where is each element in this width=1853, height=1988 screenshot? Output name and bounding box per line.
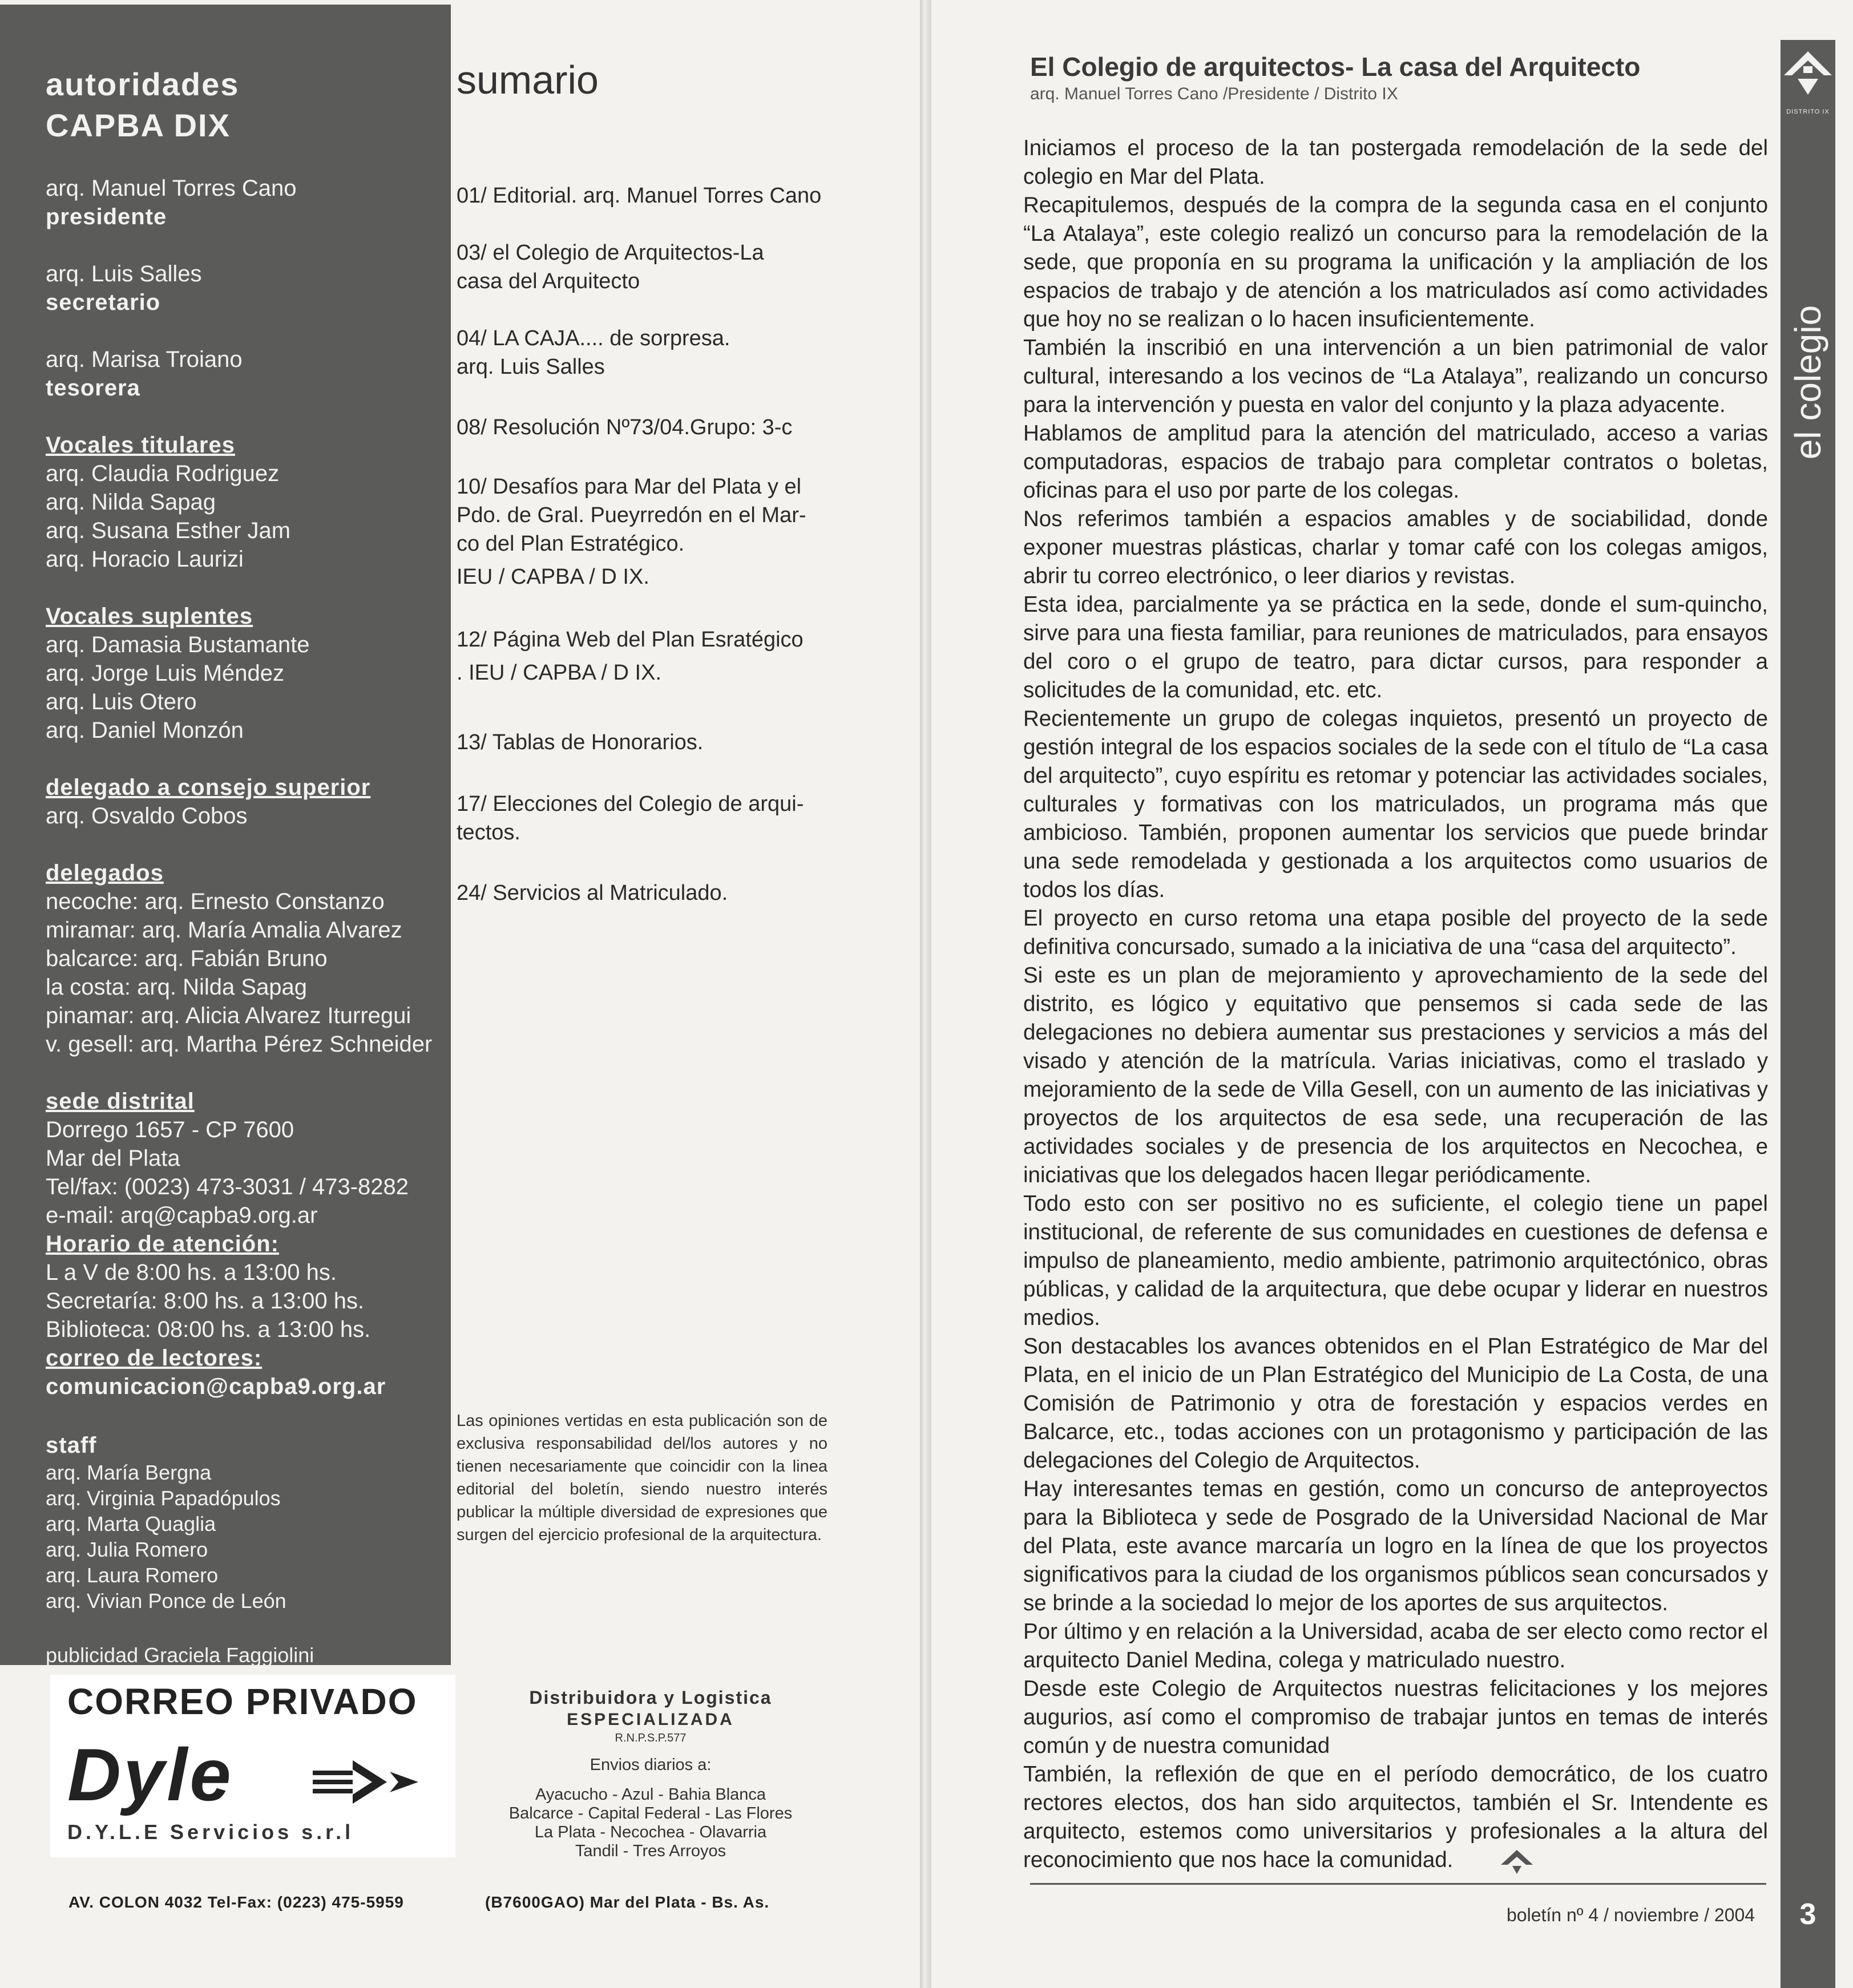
horario-line: Secretaría: 8:00 hs. a 13:00 hs.	[46, 1288, 365, 1314]
list-item: arq. Jorge Luis Méndez	[46, 661, 285, 686]
sede-block	[46, 1087, 409, 1401]
publicidad-credit: publicidad Graciela Faggiolini	[46, 1643, 314, 1667]
dyle-logo: Dyle	[67, 1733, 233, 1816]
article-paragraph: También la inscribió en una intervención a un bien patrimonial de valor cultural, interesando a los vecinos de “La Atalaya”, realizando un concurso para la intervención y puesta en valor del conjunto y la plaza adyacente.	[1023, 336, 1768, 417]
list-item: arq. Luis Otero	[46, 689, 197, 714]
list-item: la costa: arq. Nilda Sapag	[46, 975, 308, 1000]
vocales-titulares-title: Vocales titulares	[46, 433, 235, 458]
dist-cities	[474, 1785, 827, 1861]
dyle-company-name: D.Y.L.E Servicios s.r.l	[67, 1820, 354, 1844]
footer-rule	[1030, 1883, 1766, 1885]
sede-email[interactable]: e-mail: arq@capba9.org.ar	[46, 1203, 318, 1228]
distribution-ad	[474, 1686, 827, 1861]
list-item: miramar: arq. María Amalia Alvarez	[46, 918, 402, 943]
sumario-item-text: 10/ Desafíos para Mar del Plata y el	[457, 475, 802, 499]
dyle-advertisement	[50, 1675, 455, 1857]
page-gutter	[920, 0, 931, 1988]
list-item: arq. Nilda Sapag	[46, 490, 216, 515]
article-paragraph: Nos referimos también a espacios amables y de sociabilidad, donde exponer muestras plásticas, charlar y tomar café con los colegas amigos, abrir tu correo electrónico, o leer diarios y revistas.	[1023, 507, 1768, 588]
sumario-item-text: tectos.	[457, 821, 520, 845]
article-paragraph: Todo esto con ser positivo no es suficiente, el colegio tiene un papel institucional, de referente de sus comunidades en cuestiones de defensa e impulso de planeamiento, medio ambiente, patrimonio arquitectónico, obras públicas, y calidad de la arquitectura, que debe ocupar y liderar en nuestros medios.	[1023, 1191, 1768, 1330]
correo-title: correo de lectores:	[46, 1345, 263, 1371]
sidebar-heading: autoridades	[46, 66, 240, 102]
list-item: arq. Susana Esther Jam	[46, 518, 291, 543]
delegados-block	[46, 859, 432, 1058]
distrito-logo	[1781, 46, 1835, 120]
sumario-item-text: 08/ Resolución Nº73/04.Grupo: 3-c	[457, 415, 793, 439]
list-item: arq. Horacio Laurizi	[46, 547, 244, 572]
dist-city-line: La Plata - Necochea - Olavarria	[534, 1823, 767, 1841]
president-role: presidente	[46, 204, 167, 229]
logo-caption: DISTRITO IX	[1786, 108, 1830, 115]
sumario-item-text: 01/ Editorial. arq. Manuel Torres Cano	[457, 184, 822, 208]
dist-registration: R.N.P.S.P.577	[615, 1732, 687, 1744]
sumario-item-text: Pdo. de Gral. Pueyrredón en el Mar-	[457, 503, 806, 527]
list-item: balcarce: arq. Fabián Bruno	[46, 946, 328, 971]
dyle-ad-title: CORREO PRIVADO	[67, 1681, 418, 1722]
sidebar-subheading: CAPBA DIX	[46, 107, 231, 143]
article-paragraph: El proyecto en curso retoma una etapa posible del proyecto de la sede definitiva concursado, sumado a la iniciativa de una “casa del arquitecto”.	[1023, 906, 1768, 959]
sede-line: Dorrego 1657 - CP 7600	[46, 1117, 294, 1142]
sumario-item[interactable]	[457, 625, 833, 687]
article-paragraph: Desde este Colegio de Arquitectos nuestras felicitaciones y los mejores augurios, así como el compromiso de trabajar juntos en temas de interés común y de nuestra comunidad	[1023, 1676, 1768, 1758]
article-paragraph: Por último y en relación a la Universidad, acaba de ser electo como rector el arquitecto Daniel Medina, colega y matriculado nuestro.	[1023, 1619, 1768, 1672]
vocales-suplentes-title: Vocales suplentes	[46, 604, 253, 629]
horario-title: Horario de atención:	[46, 1231, 279, 1256]
sumario-item[interactable]	[457, 472, 833, 591]
article-paragraph: Hablamos de amplitud para la atención del matriculado, acceso a varias computadoras, espacios de trabajo para completar contratos o boletas, oficinas para el uso por parte de los colegas.	[1023, 421, 1768, 503]
article-title: El Colegio de arquitectos- La casa del Arquitecto	[1030, 52, 1641, 82]
authorities-sidebar	[0, 5, 451, 1665]
section-label	[1781, 297, 1835, 468]
article-paragraph: Recientemente un grupo de colegas inquietos, presentó un proyecto de gestión integral de los espacios sociales de la sede con el título de “La casa del arquitecto”, cuyo espíritu es retomar y potenciar las actividades sociales, culturales y formativas con los matriculados, un programa más que ambicioso. También, proponen aumentar los servicios que puede brindar una sede remodelada y gestionada a los arquitectos como usuarios de todos los días.	[1023, 706, 1768, 902]
list-item: pinamar: arq. Alicia Alvarez Iturregui	[46, 1003, 411, 1028]
treasurer-role: tesorera	[46, 375, 140, 401]
dist-address: (B7600GAO) Mar del Plata - Bs. As.	[485, 1893, 770, 1911]
horario-line: Biblioteca: 08:00 hs. a 13:00 hs.	[46, 1317, 371, 1342]
article-paragraph: Recapitulemos, después de la compra de la segunda casa en el conjunto “La Atalaya”, este colegio realizó un concurso para la remodelación de la sede, que proponía en su programa la unificación y la ampliación de los espacios de trabajo y de atención a los matriculados así como actividades que hoy no se realizan o lo hacen insuficientemente.	[1023, 193, 1768, 332]
article-body	[1023, 134, 1768, 1874]
end-mark-icon	[1500, 1849, 1534, 1877]
issue-footer: boletín nº 4 / noviembre / 2004	[1507, 1905, 1755, 1925]
article-paragraph: Son destacables los avances obtenidos en el Plan Estratégico de Mar del Plata, en el inicio de un Plan Estratégico del Municipio de La Costa, de una Comisión de Patrimonio y otra de forestación y espacios verdes en Balcarce, etc., todas acciones con un protagonismo y participación de las delegaciones del Colegio de Arquitectos.	[1023, 1334, 1768, 1473]
horario-line: L a V de 8:00 hs. a 13:00 hs.	[46, 1260, 337, 1285]
sumario-item[interactable]	[457, 879, 833, 907]
staff-title: staff	[46, 1433, 97, 1458]
article-paragraph: Si este es un plan de mejoramiento y aprovechamiento de la sede del distrito, es lógico y equitativo que pensemos si cada sede de las delegaciones no debiera aumentar sus prestaciones y servicios a más del visado y atención de la matrícula. Varias iniciativas, como el traslado y mejoramiento de la sede de Villa Gesell, con un aumento de las iniciativas y proyectos de los arquitectos de esa sede, una recuperación de las actividades sociales y de presencia de los arquitectos en Necochea, e iniciativas que los delegados hacen llegar periódicamente.	[1023, 963, 1768, 1187]
sumario-item[interactable]	[457, 790, 833, 847]
sumario-item-text: 17/ Elecciones del Colegio de arqui-	[457, 792, 804, 816]
sumario-item-text: 24/ Servicios al Matriculado.	[457, 881, 728, 905]
delegado-consejo-block	[46, 773, 370, 830]
list-item: arq. Vivian Ponce de León	[46, 1589, 286, 1613]
vocales-titulares-block	[46, 431, 290, 573]
dyle-address: AV. COLON 4032 Tel-Fax: (0223) 475-5959	[68, 1893, 404, 1911]
sumario-item-text: arq. Luis Salles	[457, 355, 605, 379]
secretary-role: secretario	[46, 290, 161, 315]
list-item: necoche: arq. Ernesto Constanzo	[46, 889, 385, 914]
sumario-item[interactable]	[457, 728, 833, 757]
sede-line: Tel/fax: (0023) 473-3031 / 473-8282	[46, 1174, 409, 1199]
delegado-consejo-title: delegado a consejo superior	[46, 775, 371, 800]
article-paragraph: Esta idea, parcialmente ya se práctica en la sede, donde el sum-quincho, sirve para una fiesta familiar, para reuniones de matriculados, para ensayos del coro o el grupo de teatro, para dictar cursos, para responder a solicitudes de la comunidad, etc. etc.	[1023, 592, 1768, 702]
list-item: arq. Damasia Bustamante	[46, 632, 310, 657]
dist-city-line: Tandil - Tres Arroyos	[575, 1842, 726, 1860]
dist-line1: Distribuidora y Logistica	[529, 1687, 772, 1708]
section-label-text: el colegio	[1787, 305, 1828, 460]
sumario-item-text: 03/ el Colegio de Arquitectos-La	[457, 241, 764, 265]
dist-envios: Envios diarios a:	[590, 1756, 712, 1774]
dist-line2: ESPECIALIZADA	[567, 1710, 734, 1729]
sumario-item[interactable]	[457, 413, 833, 442]
sede-title: sede distrital	[46, 1089, 195, 1114]
sumario-title: sumario	[457, 58, 599, 102]
disclaimer-text: Las opiniones vertidas en esta publicación son de exclusiva responsabilidad del/los autores y no tienen necesariamente que coincidir con la linea editorial del boletín, siendo nuestro interés publicar la múltiple diversidad de expresiones que surgen del ejercicio profesional de la arquitectura.	[457, 1412, 827, 1544]
list-item: arq. Virginia Papadópulos	[46, 1486, 281, 1510]
sede-line: Mar del Plata	[46, 1146, 180, 1171]
sumario-item[interactable]	[457, 181, 833, 210]
vocales-suplentes-block	[46, 602, 309, 745]
sumario-item-text: 04/ LA CAJA.... de sorpresa.	[457, 326, 730, 350]
delegados-title: delegados	[46, 860, 164, 886]
list-item: arq. Osvaldo Cobos	[46, 803, 248, 829]
dist-city-line: Balcarce - Capital Federal - Las Flores	[508, 1804, 793, 1823]
list-item: v. gesell: arq. Martha Pérez Schneider	[46, 1032, 433, 1057]
sumario-item-text: co del Plan Estratégico.	[457, 532, 685, 556]
sumario-item-text: . IEU / CAPBA / D IX.	[457, 661, 661, 685]
sumario-item[interactable]	[457, 239, 833, 296]
secretary-name: arq. Luis Salles	[46, 261, 202, 286]
president-block	[46, 174, 297, 231]
article-paragraph: También, la reflexión de que en el período democrático, de los cuatro rectores electos, dos han sido arquitectos, también el Sr. Intendente es arquitecto, estemos como universitarios y profesionales a la altura del reconocimiento que nos hace la comunidad.	[1023, 1762, 1768, 1872]
list-item: arq. Marta Quaglia	[46, 1512, 216, 1536]
sumario-item-text: IEU / CAPBA / D IX.	[457, 565, 649, 589]
list-item: arq. Julia Romero	[46, 1538, 208, 1561]
sumario-item[interactable]	[457, 324, 833, 381]
page-number: 3	[1799, 1898, 1816, 1931]
treasurer-block	[46, 345, 243, 402]
list-item: arq. Laura Romero	[46, 1563, 219, 1587]
article-author: arq. Manuel Torres Cano /Presidente / Distrito IX	[1030, 84, 1398, 103]
sumario-item-text: 12/ Página Web del Plan Esratégico	[457, 628, 804, 652]
correo-email[interactable]: comunicacion@capba9.org.ar	[46, 1374, 386, 1399]
secretary-block	[46, 260, 201, 317]
article-paragraph: Iniciamos el proceso de la tan postergada remodelación de la sede del colegio en Mar del Plata.	[1023, 136, 1768, 189]
president-name: arq. Manuel Torres Cano	[46, 176, 297, 201]
sumario-item-text: 13/ Tablas de Honorarios.	[457, 730, 704, 754]
list-item: arq. Daniel Monzón	[46, 718, 244, 743]
staff-block	[46, 1431, 286, 1614]
list-item: arq. Claudia Rodriguez	[46, 461, 280, 486]
list-item: arq. María Bergna	[46, 1461, 212, 1484]
dyle-arrow-icon	[313, 1755, 427, 1812]
treasurer-name: arq. Marisa Troiano	[46, 347, 243, 372]
capba-logo-icon	[1781, 46, 1835, 108]
dist-city-line: Ayacucho - Azul - Bahia Blanca	[535, 1785, 766, 1804]
article-paragraph: Hay interesantes temas en gestión, como un concurso de anteproyectos para la Biblioteca y sede de Posgrado de la Universidad Nacional de Mar del Plata, este avance marcaría un logro en la línea de que los proyectos significativos para la ciudad de los organismos públicos sean concursados y se brinde a la sociedad lo mejor de los aportes de sus arquitectos.	[1023, 1477, 1768, 1615]
sumario-item-text: casa del Arquitecto	[457, 269, 640, 293]
